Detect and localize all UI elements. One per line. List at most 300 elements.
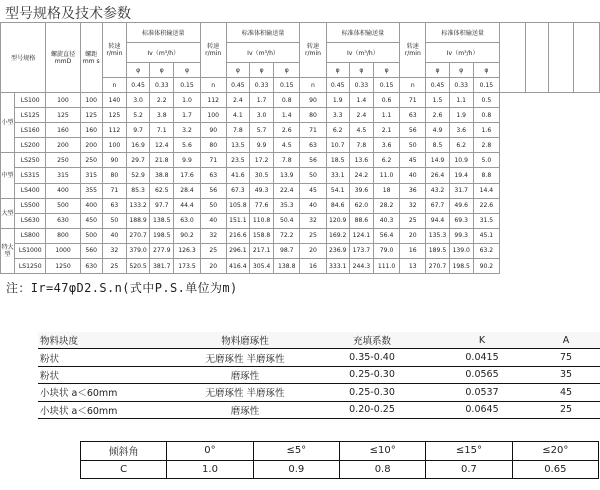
flow-cell: 28.2	[373, 198, 399, 213]
flow-cell: 120.9	[326, 213, 349, 228]
speed-cell: 25	[102, 259, 126, 274]
material-cell: 25	[532, 401, 600, 418]
speed-cell: 80	[102, 168, 126, 183]
diameter-cell: 1000	[46, 243, 80, 258]
material-cell: 0.0537	[432, 384, 532, 401]
flow-cell: 84.6	[326, 198, 349, 213]
material-cell: 75	[532, 349, 600, 366]
model-cell: LS125	[15, 108, 46, 123]
flow-cell: 138.5	[150, 213, 174, 228]
flow-cell: 22.4	[274, 183, 300, 198]
flow-cell: 520.5	[127, 259, 150, 274]
group-label: 大型	[1, 198, 15, 228]
flow-cell: 29.7	[127, 153, 150, 168]
material-cell: 粉状	[38, 366, 178, 383]
flow-cell: 77.6	[249, 198, 273, 213]
header-flow: 标准体积输送量	[326, 23, 400, 43]
header-phi-value: 0.33	[249, 78, 273, 93]
header-flow: 标准体积输送量	[226, 23, 300, 43]
flow-cell: 3.8	[150, 108, 174, 123]
incline-label: 0°	[167, 442, 253, 461]
model-cell: LS250	[15, 153, 46, 168]
flow-cell: 11.0	[373, 168, 399, 183]
model-cell: LS800	[15, 228, 46, 243]
flow-cell: 0.8	[473, 108, 499, 123]
header-flow: 标准体积输送量	[127, 23, 201, 43]
model-cell: LS315	[15, 168, 46, 183]
header-phi: φ	[127, 63, 150, 78]
speed-cell: 90	[300, 93, 326, 108]
flow-cell: 105.8	[226, 198, 249, 213]
flow-cell: 217.1	[249, 243, 273, 258]
material-cell: 0.0565	[432, 366, 532, 383]
flow-cell: 13.9	[274, 168, 300, 183]
header-blank	[549, 23, 573, 93]
speed-cell: 45	[300, 183, 326, 198]
header-iv: Iv（m³/h）	[326, 43, 400, 63]
header-phi-value: 0.33	[449, 78, 473, 93]
flow-cell: 169.2	[326, 228, 349, 243]
flow-cell: 24.2	[349, 168, 373, 183]
table-row	[1, 228, 600, 243]
speed-cell: 63	[102, 198, 126, 213]
material-cell: 0.25-0.30	[312, 384, 432, 401]
speed-cell: 63	[400, 108, 426, 123]
flow-cell: 0.8	[274, 93, 300, 108]
diameter-cell: 315	[46, 168, 80, 183]
flow-cell: 49.6	[449, 198, 473, 213]
header-phi: φ	[326, 63, 349, 78]
flow-cell: 7.8	[274, 153, 300, 168]
model-cell: LS1250	[15, 259, 46, 274]
header-phi-value: 0.15	[473, 78, 499, 93]
pitch-cell: 315	[80, 168, 102, 183]
flow-cell: 45.1	[473, 228, 499, 243]
model-cell: LS160	[15, 123, 46, 138]
material-cell: 0.0415	[432, 349, 532, 366]
flow-cell: 90.2	[174, 228, 200, 243]
header-phi-value: 0.45	[226, 78, 249, 93]
material-cell: 磨琢性	[178, 366, 312, 383]
flow-cell: 13.5	[226, 138, 249, 153]
header-blank	[499, 23, 525, 93]
flow-cell: 3.0	[127, 93, 150, 108]
flow-cell: 10.7	[326, 138, 349, 153]
flow-cell: 3.3	[326, 108, 349, 123]
flow-cell: 40.3	[373, 213, 399, 228]
incline-table	[80, 441, 599, 479]
header-phi: φ	[249, 63, 273, 78]
flow-cell: 198.5	[150, 228, 174, 243]
table-row	[1, 259, 600, 274]
table-row	[1, 93, 600, 108]
diameter-cell: 100	[46, 93, 80, 108]
material-table	[38, 332, 600, 419]
header-phi: φ	[373, 63, 399, 78]
pitch-cell: 250	[80, 153, 102, 168]
flow-cell: 39.6	[349, 183, 373, 198]
flow-cell: 416.4	[226, 259, 249, 274]
incline-label: ≤15°	[426, 442, 512, 461]
speed-cell: 56	[400, 123, 426, 138]
flow-cell: 38.8	[150, 168, 174, 183]
header-phi: φ	[426, 63, 449, 78]
material-cell: 无磨琢性 半磨琢性	[178, 384, 312, 401]
header-phi: φ	[274, 63, 300, 78]
header-flow: 标准体积输送量	[426, 23, 500, 43]
pitch-cell: 630	[80, 259, 102, 274]
header-phi: φ	[174, 63, 200, 78]
flow-cell: 31.7	[449, 183, 473, 198]
flow-cell: 2.1	[373, 123, 399, 138]
flow-cell: 3.0	[249, 108, 273, 123]
flow-cell: 52.9	[127, 168, 150, 183]
flow-cell: 5.7	[249, 123, 273, 138]
material-cell: 0.20-0.25	[312, 401, 432, 418]
flow-cell: 21.8	[150, 153, 174, 168]
flow-cell: 62.5	[150, 183, 174, 198]
speed-cell: 80	[200, 138, 226, 153]
table-row	[1, 153, 600, 168]
diameter-cell: 250	[46, 153, 80, 168]
speed-cell: 32	[400, 198, 426, 213]
formula-note: 注：Ir=47φD2.S.n(式中P.S.单位为m)	[6, 281, 238, 295]
incline-label: ≤10°	[339, 442, 425, 461]
flow-cell: 5.6	[174, 138, 200, 153]
speed-cell: 20	[300, 243, 326, 258]
flow-cell: 41.6	[226, 168, 249, 183]
flow-cell: 126.3	[174, 243, 200, 258]
material-header: 物料块度	[38, 332, 178, 349]
flow-cell: 270.7	[426, 259, 449, 274]
header-phi-value: 0.33	[349, 78, 373, 93]
flow-cell: 16.9	[127, 138, 150, 153]
spec-table	[0, 22, 600, 274]
material-cell: 粉状	[38, 349, 178, 366]
flow-cell: 188.9	[127, 213, 150, 228]
header-phi-value: 0.45	[326, 78, 349, 93]
speed-cell: 50	[200, 198, 226, 213]
incline-value: 0.9	[253, 460, 339, 479]
flow-cell: 133.2	[127, 198, 150, 213]
incline-label: ≤20°	[512, 442, 598, 461]
speed-cell: 50	[300, 168, 326, 183]
speed-cell: 40	[300, 198, 326, 213]
flow-cell: 12.4	[150, 138, 174, 153]
incline-value: 1.0	[167, 460, 253, 479]
table-row	[1, 213, 600, 228]
pitch-cell: 200	[80, 138, 102, 153]
flow-cell: 1.7	[174, 108, 200, 123]
flow-cell: 26.4	[426, 168, 449, 183]
flow-cell: 3.2	[174, 123, 200, 138]
flow-cell: 2.4	[226, 93, 249, 108]
flow-cell: 1.5	[426, 93, 449, 108]
material-header: 物料磨琢性	[178, 332, 312, 349]
speed-cell: 20	[400, 228, 426, 243]
material-header: A	[532, 332, 600, 349]
flow-cell: 23.5	[226, 153, 249, 168]
flow-cell: 63.0	[174, 213, 200, 228]
speed-cell: 112	[200, 93, 226, 108]
flow-cell: 8.5	[426, 138, 449, 153]
speed-cell: 13	[400, 259, 426, 274]
flow-cell: 0.5	[473, 93, 499, 108]
speed-cell: 112	[102, 123, 126, 138]
speed-cell: 45	[400, 153, 426, 168]
table-row	[1, 108, 600, 123]
material-cell: 磨琢性	[178, 401, 312, 418]
pitch-cell: 125	[80, 108, 102, 123]
flow-cell: 4.5	[274, 138, 300, 153]
speed-cell: 25	[200, 243, 226, 258]
table-row	[1, 243, 600, 258]
flow-cell: 1.0	[174, 93, 200, 108]
flow-cell: 7.8	[349, 138, 373, 153]
flow-cell: 7.1	[150, 123, 174, 138]
flow-cell: 216.6	[226, 228, 249, 243]
flow-cell: 72.2	[274, 228, 300, 243]
flow-cell: 7.8	[226, 123, 249, 138]
flow-cell: 28.4	[174, 183, 200, 198]
flow-cell: 19.4	[449, 168, 473, 183]
flow-cell: 270.7	[127, 228, 150, 243]
flow-cell: 79.0	[373, 243, 399, 258]
material-cell: 0.35-0.40	[312, 349, 432, 366]
diameter-cell: 160	[46, 123, 80, 138]
flow-cell: 139.0	[449, 243, 473, 258]
header-speed: 转速r/min	[200, 23, 226, 78]
header-n: n	[400, 78, 426, 93]
material-cell: 小块状 a＜60mm	[38, 384, 178, 401]
flow-cell: 158.8	[249, 228, 273, 243]
diameter-cell: 500	[46, 198, 80, 213]
material-cell: 小块状 a＜60mm	[38, 401, 178, 418]
speed-cell: 16	[400, 243, 426, 258]
diameter-cell: 1250	[46, 259, 80, 274]
material-cell: 无磨琢性 半磨琢性	[178, 349, 312, 366]
header-blank	[526, 23, 549, 93]
flow-cell: 5.2	[127, 108, 150, 123]
flow-cell: 90.2	[473, 259, 499, 274]
flow-cell: 4.5	[349, 123, 373, 138]
material-cell: 0.0645	[432, 401, 532, 418]
flow-cell: 33.1	[326, 168, 349, 183]
header-iv: Iv（m³/h）	[127, 43, 201, 63]
flow-cell: 13.6	[349, 153, 373, 168]
table-row	[38, 349, 600, 366]
speed-cell: 50	[400, 138, 426, 153]
flow-cell: 22.6	[473, 198, 499, 213]
flow-cell: 18.5	[326, 153, 349, 168]
incline-value: C	[81, 460, 167, 479]
header-blank	[573, 23, 599, 93]
pitch-cell: 500	[80, 228, 102, 243]
flow-cell: 56.4	[373, 228, 399, 243]
flow-cell: 0.6	[373, 93, 399, 108]
flow-cell: 6.2	[326, 123, 349, 138]
material-cell: 45	[532, 384, 600, 401]
header-phi: φ	[473, 63, 499, 78]
flow-cell: 35.3	[274, 198, 300, 213]
flow-cell: 3.6	[449, 123, 473, 138]
speed-cell: 90	[200, 123, 226, 138]
speed-cell: 36	[400, 183, 426, 198]
flow-cell: 379.0	[127, 243, 150, 258]
diameter-cell: 630	[46, 213, 80, 228]
speed-cell: 125	[102, 108, 126, 123]
speed-cell: 32	[300, 213, 326, 228]
speed-cell: 25	[400, 213, 426, 228]
pitch-cell: 450	[80, 213, 102, 228]
material-header: 充填系数	[312, 332, 432, 349]
speed-cell: 100	[200, 108, 226, 123]
incline-value: 0.7	[426, 460, 512, 479]
flow-cell: 2.6	[426, 108, 449, 123]
material-cell: 0.25-0.30	[312, 366, 432, 383]
header-phi: φ	[150, 63, 174, 78]
flow-cell: 236.9	[326, 243, 349, 258]
header-n: n	[300, 78, 326, 93]
flow-cell: 18	[373, 183, 399, 198]
flow-cell: 1.6	[473, 123, 499, 138]
flow-cell: 1.4	[274, 108, 300, 123]
header-phi-value: 0.15	[274, 78, 300, 93]
flow-cell: 305.4	[249, 259, 273, 274]
header-model: 型号规格	[1, 23, 46, 93]
flow-cell: 85.3	[127, 183, 150, 198]
flow-cell: 30.5	[249, 168, 273, 183]
page-title: 型号规格及技术参数	[5, 6, 131, 22]
flow-cell: 31.5	[473, 213, 499, 228]
flow-cell: 2.2	[150, 93, 174, 108]
header-phi: φ	[449, 63, 473, 78]
diameter-cell: 800	[46, 228, 80, 243]
flow-cell: 88.6	[349, 213, 373, 228]
pitch-cell: 560	[80, 243, 102, 258]
diameter-cell: 400	[46, 183, 80, 198]
flow-cell: 10.9	[449, 153, 473, 168]
flow-cell: 151.1	[226, 213, 249, 228]
table-row	[38, 366, 600, 383]
header-iv: Iv（m³/h）	[426, 43, 500, 63]
header-speed: 转速r/min	[102, 23, 126, 78]
flow-cell: 2.8	[473, 138, 499, 153]
group-label: 小型	[1, 93, 15, 153]
flow-cell: 8.8	[473, 168, 499, 183]
speed-cell: 63	[200, 168, 226, 183]
flow-cell: 5.0	[473, 153, 499, 168]
flow-cell: 9.9	[249, 138, 273, 153]
table-row	[1, 198, 600, 213]
flow-cell: 2.4	[349, 108, 373, 123]
speed-cell: 90	[102, 153, 126, 168]
flow-cell: 63.2	[473, 243, 499, 258]
flow-cell: 244.3	[349, 259, 373, 274]
header-n: n	[200, 78, 226, 93]
flow-cell: 14.4	[473, 183, 499, 198]
flow-cell: 50.4	[274, 213, 300, 228]
flow-cell: 67.7	[426, 198, 449, 213]
pitch-cell: 100	[80, 93, 102, 108]
flow-cell: 94.4	[426, 213, 449, 228]
flow-cell: 17.2	[249, 153, 273, 168]
pitch-cell: 160	[80, 123, 102, 138]
flow-cell: 4.1	[226, 108, 249, 123]
flow-cell: 99.3	[449, 228, 473, 243]
header-phi-value: 0.15	[373, 78, 399, 93]
flow-cell: 9.9	[174, 153, 200, 168]
flow-cell: 69.3	[449, 213, 473, 228]
speed-cell: 25	[300, 228, 326, 243]
pitch-cell: 355	[80, 183, 102, 198]
speed-cell: 32	[102, 243, 126, 258]
flow-cell: 277.9	[150, 243, 174, 258]
speed-cell: 20	[200, 259, 226, 274]
flow-cell: 296.1	[226, 243, 249, 258]
speed-cell: 63	[300, 138, 326, 153]
flow-cell: 1.7	[249, 93, 273, 108]
flow-cell: 381.7	[150, 259, 174, 274]
flow-cell: 17.6	[174, 168, 200, 183]
flow-cell: 43.2	[426, 183, 449, 198]
pitch-cell: 400	[80, 198, 102, 213]
flow-cell: 6.2	[373, 153, 399, 168]
flow-cell: 6.2	[449, 138, 473, 153]
flow-cell: 138.8	[274, 259, 300, 274]
speed-cell: 40	[200, 213, 226, 228]
speed-cell: 80	[300, 108, 326, 123]
incline-label: ≤5°	[253, 442, 339, 461]
speed-cell: 16	[300, 259, 326, 274]
material-header: K	[432, 332, 532, 349]
flow-cell: 14.9	[426, 153, 449, 168]
flow-cell: 333.1	[326, 259, 349, 274]
table-row	[1, 138, 600, 153]
incline-value: 0.8	[339, 460, 425, 479]
header-phi-value: 0.45	[127, 78, 150, 93]
flow-cell: 54.1	[326, 183, 349, 198]
material-cell: 35	[532, 366, 600, 383]
flow-cell: 44.4	[174, 198, 200, 213]
header-phi-value: 0.33	[150, 78, 174, 93]
flow-cell: 98.7	[274, 243, 300, 258]
speed-cell: 71	[200, 153, 226, 168]
header-phi-value: 0.45	[426, 78, 449, 93]
header-n: n	[102, 78, 126, 93]
flow-cell: 49.3	[249, 183, 273, 198]
group-label: 中型	[1, 153, 15, 198]
flow-cell: 198.5	[449, 259, 473, 274]
flow-cell: 1.9	[326, 93, 349, 108]
flow-cell: 173.7	[349, 243, 373, 258]
flow-cell: 135.3	[426, 228, 449, 243]
table-row	[1, 168, 600, 183]
diameter-cell: 200	[46, 138, 80, 153]
flow-cell: 1.1	[373, 108, 399, 123]
flow-cell: 1.1	[449, 93, 473, 108]
header-iv: Iv（m³/h）	[226, 43, 300, 63]
header-pitch: 螺距mm s	[80, 23, 102, 93]
flow-cell: 1.4	[349, 93, 373, 108]
flow-cell: 2.6	[274, 123, 300, 138]
flow-cell: 4.9	[426, 123, 449, 138]
model-cell: LS630	[15, 213, 46, 228]
model-cell: LS1000	[15, 243, 46, 258]
flow-cell: 62.0	[349, 198, 373, 213]
group-label: 特大型	[1, 228, 15, 273]
model-cell: LS500	[15, 198, 46, 213]
